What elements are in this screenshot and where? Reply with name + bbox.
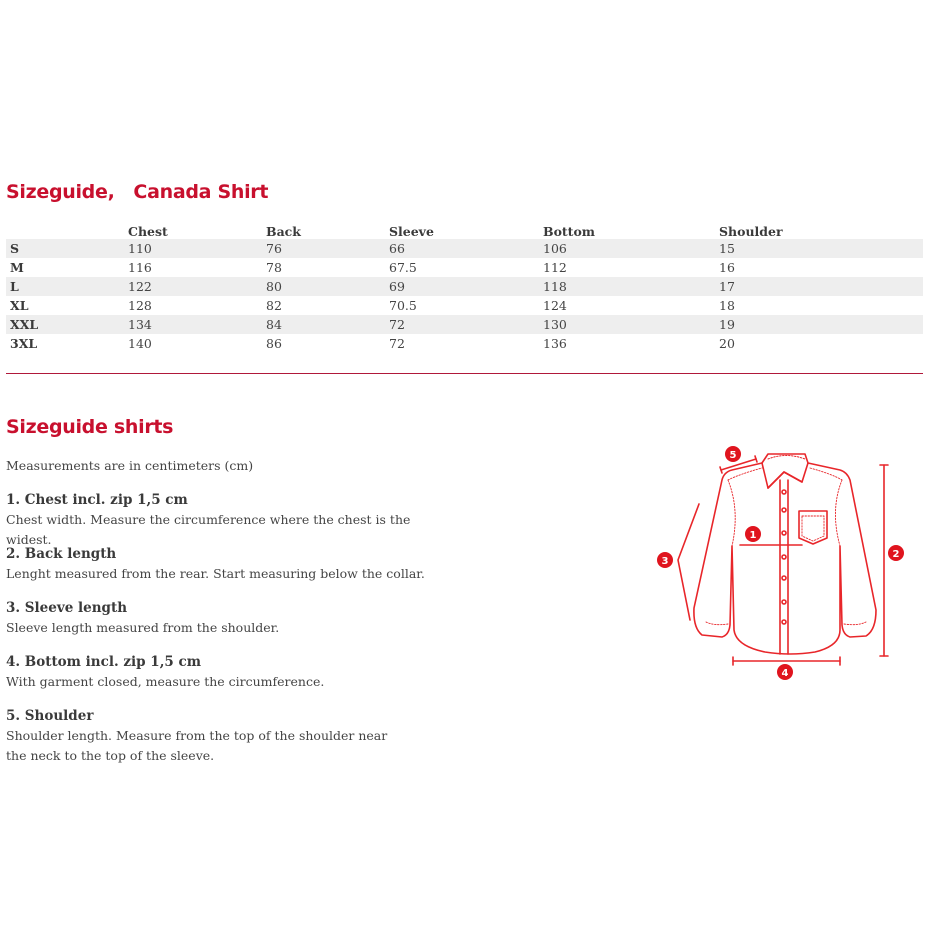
cell-sleeve: 72: [389, 315, 543, 334]
cell-shoulder: 20: [719, 336, 735, 351]
header-shoulder: Shoulder: [719, 224, 783, 239]
guide-title: Sizeguide shirts: [6, 416, 174, 438]
cell-back: 80: [266, 277, 389, 296]
cell-back: 78: [266, 260, 282, 275]
shirt-diagram-icon: [650, 430, 933, 690]
cell-back: 82: [266, 298, 282, 313]
section-divider: [6, 373, 923, 374]
cell-chest: 134: [128, 315, 266, 334]
measurement-sleeve: [6, 598, 426, 638]
cell-size: S: [6, 239, 128, 258]
svg-text:5: 5: [729, 450, 737, 461]
svg-text:3: 3: [661, 556, 669, 567]
cell-size: L: [6, 277, 128, 296]
measurement-heading: 1. Chest incl. zip 1,5 cm: [6, 492, 188, 508]
cell-bottom: 124: [543, 298, 567, 313]
cell-shoulder: 19: [719, 315, 923, 334]
cell-chest: 110: [128, 239, 266, 258]
size-chart-title: Sizeguide, Canada Shirt: [6, 181, 269, 203]
table-row: [6, 296, 923, 315]
cell-shoulder: 16: [719, 260, 735, 275]
table-row: [6, 315, 923, 334]
measurement-description: Chest width. Measure the circumference where the chest is the widest.: [6, 512, 411, 547]
measurement-heading: 4. Bottom incl. zip 1,5 cm: [6, 654, 201, 670]
cell-sleeve: 66: [389, 239, 543, 258]
measurement-description: Sleeve length measured from the shoulder.: [6, 620, 280, 635]
measurement-description: the neck to the top of the sleeve.: [6, 748, 215, 763]
table-header-row: [6, 220, 923, 239]
cell-shoulder: 17: [719, 277, 923, 296]
cell-chest: 140: [128, 336, 152, 351]
table-row: [6, 239, 923, 258]
table-row: [6, 258, 923, 277]
units-note: Measurements are in centimeters (cm): [6, 458, 254, 473]
measurement-description: Lenght measured from the rear. Start measuring below the collar.: [6, 566, 425, 581]
cell-sleeve: 67.5: [389, 260, 417, 275]
cell-sleeve: 69: [389, 277, 543, 296]
header-back: Back: [266, 224, 301, 239]
cell-size: M: [10, 260, 24, 275]
measurement-bottom: [6, 652, 426, 692]
cell-back: 76: [266, 239, 389, 258]
cell-size: XL: [10, 298, 29, 313]
cell-size: 3XL: [10, 336, 38, 351]
cell-bottom: 112: [543, 260, 567, 275]
cell-back: 86: [266, 336, 282, 351]
measurement-description: Shoulder length. Measure from the top of the shoulder near: [6, 728, 388, 743]
measurement-shoulder: [6, 706, 426, 766]
header-size: [6, 220, 128, 239]
measurement-heading: 2. Back length: [6, 546, 117, 562]
svg-text:4: 4: [781, 668, 789, 679]
cell-shoulder: 18: [719, 298, 735, 313]
size-chart-table: [6, 220, 923, 353]
table-row: [6, 277, 923, 296]
header-bottom: Bottom: [543, 224, 596, 239]
measurement-heading: 3. Sleeve length: [6, 600, 128, 616]
measurement-heading: 5. Shoulder: [6, 708, 94, 724]
measurement-description: With garment closed, measure the circumference.: [6, 674, 325, 689]
cell-sleeve: 72: [389, 336, 405, 351]
measurement-chest: [6, 490, 426, 550]
cell-chest: 122: [128, 277, 266, 296]
cell-shoulder: 15: [719, 239, 923, 258]
table-row: [6, 334, 923, 353]
cell-bottom: 118: [543, 277, 719, 296]
header-sleeve: Sleeve: [389, 224, 434, 239]
svg-text:2: 2: [892, 549, 900, 560]
cell-bottom: 136: [543, 336, 567, 351]
cell-bottom: 106: [543, 239, 719, 258]
cell-back: 84: [266, 315, 389, 334]
cell-sleeve: 70.5: [389, 298, 417, 313]
measurement-back: [6, 544, 426, 584]
cell-bottom: 130: [543, 315, 719, 334]
header-chest: Chest: [128, 224, 168, 239]
cell-chest: 116: [128, 260, 152, 275]
cell-size: XXL: [6, 315, 128, 334]
cell-chest: 128: [128, 298, 152, 313]
svg-text:1: 1: [749, 530, 757, 541]
